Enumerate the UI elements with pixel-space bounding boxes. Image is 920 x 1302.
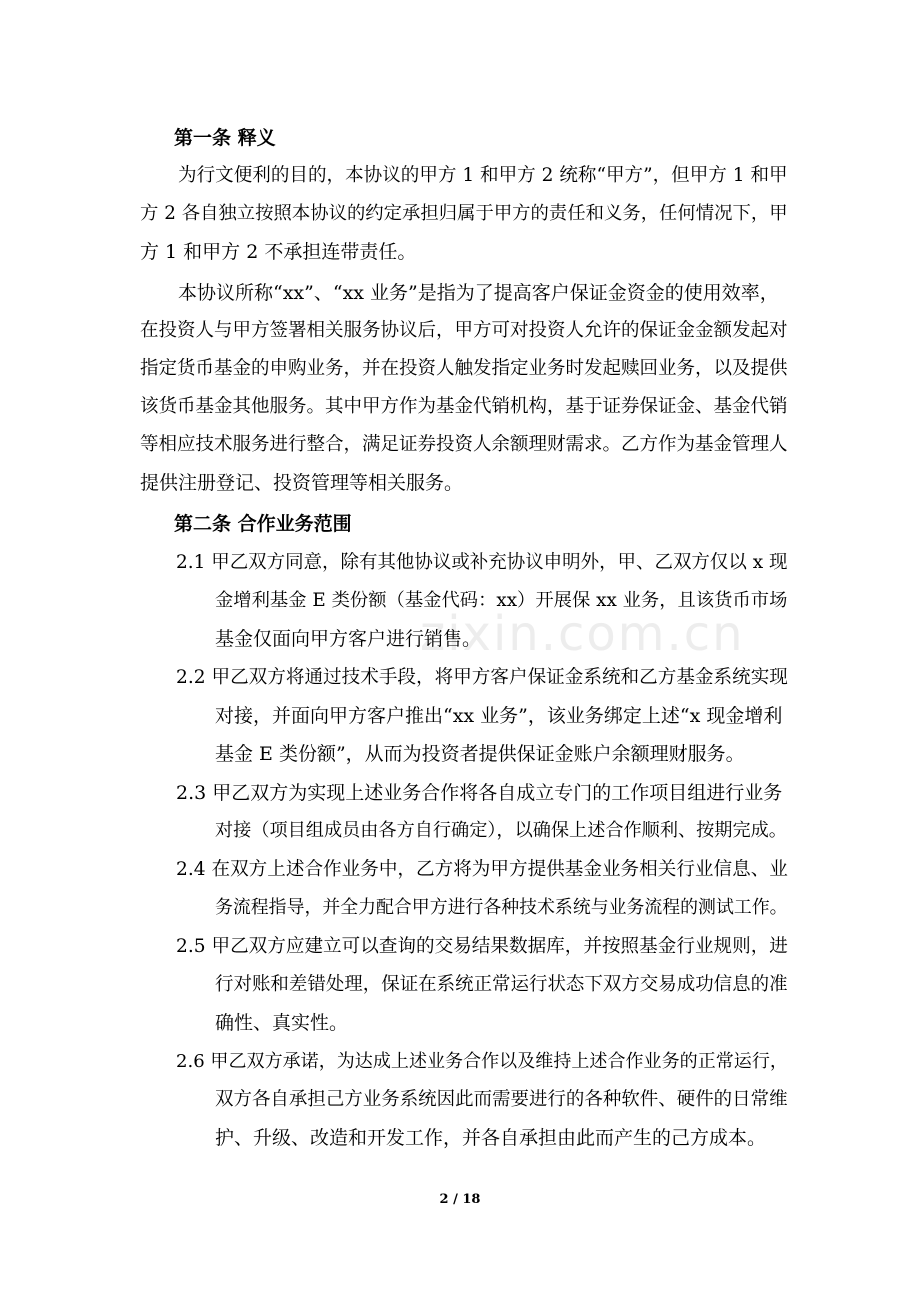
section-1-para-2-line: 在投资人与甲方签署相关服务协议后，甲方可对投资人允许的保证金金额发起对: [140, 320, 788, 341]
section-1-para-2-line: 提供注册登记、投资管理等相关服务。: [140, 472, 464, 494]
clause-2-5-line: 2.5 甲乙双方应建立可以查询的交易结果数据库，并按照基金行业规则，进: [176, 936, 788, 957]
clause-2-6-line: 双方各自承担己方业务系统因此而需要进行的各种软件、硬件的日常维: [215, 1089, 788, 1110]
section-1-para-2-line: 等相应技术服务进行整合，满足证券投资人余额理财需求。乙方作为基金管理人: [140, 434, 788, 455]
clause-2-2-line: 对接，并面向甲方客户推出“xx 业务”，该业务绑定上述“x 现金增利: [215, 705, 783, 727]
clause-2-2-line: 基金 E 类份额”，从而为投资者提供保证金账户余额理财服务。: [215, 743, 745, 765]
clause-2-1-line: 金增利基金 E 类份额（基金代码：xx）开展保 xx 业务，且该货币市场: [215, 590, 788, 611]
section-1-para-1-line: 方 2 各自独立按照本协议的约定承担归属于甲方的责任和义务，任何情况下，甲: [140, 203, 788, 224]
clause-2-6-line: 2.6 甲乙双方承诺，为达成上述业务合作以及维持上述合作业务的正常运行，: [176, 1051, 788, 1072]
clause-2-1-line: 2.1 甲乙双方同意，除有其他协议或补充协议申明外，甲、乙双方仅以 x 现: [176, 552, 788, 573]
clause-2-3-line: 2.3 甲乙双方为实现上述业务合作将各自成立专门的工作项目组进行业务: [176, 782, 783, 804]
page-number: 2 / 18: [439, 1192, 481, 1207]
section-2-heading: 第二条 合作业务范围: [174, 513, 352, 535]
section-1-heading: 第一条 释义: [174, 127, 276, 149]
clause-2-4-line: 务流程指导，并全力配合甲方进行各种技术系统与业务流程的测试工作。: [215, 897, 788, 918]
clause-2-5-line: 确性、真实性。: [215, 1012, 349, 1034]
section-1-para-2-line: 该货币基金其他服务。其中甲方作为基金代销机构，基于证券保证金、基金代销: [140, 396, 788, 417]
clause-2-4-line: 2.4 在双方上述合作业务中，乙方将为甲方提供基金业务相关行业信息、业: [176, 859, 788, 880]
section-1-para-2-line: 指定货币基金的申购业务，并在投资人触发指定业务时发起赎回业务，以及提供: [140, 358, 788, 379]
clause-2-3-line: 对接（项目组成员由各方自行确定），以确保上述合作顺利、按期完成。: [215, 820, 787, 841]
clause-2-5-line: 行对账和差错处理，保证在系统正常运行状态下双方交易成功信息的准: [215, 974, 788, 995]
clause-2-1-line: 基金仅面向甲方客户进行销售。: [215, 628, 482, 650]
clause-2-6-line: 护、升级、改造和开发工作，并各自承担由此而产生的己方成本。: [215, 1127, 767, 1149]
clause-2-2-line: 2.2 甲乙双方将通过技术手段，将甲方客户保证金系统和乙方基金系统实现: [176, 667, 788, 688]
section-1-para-1-line: 方 1 和甲方 2 不承担连带责任。: [140, 241, 417, 263]
section-1-para-1-line: 为行文便利的目的，本协议的甲方 1 和甲方 2 统称“甲方”，但甲方 1 和甲: [178, 165, 788, 186]
watermark: zixin.com.cn: [420, 606, 745, 662]
section-1-para-2-line: 本协议所称“xx”、“xx 业务”是指为了提高客户保证金资金的使用效率，: [178, 282, 779, 304]
